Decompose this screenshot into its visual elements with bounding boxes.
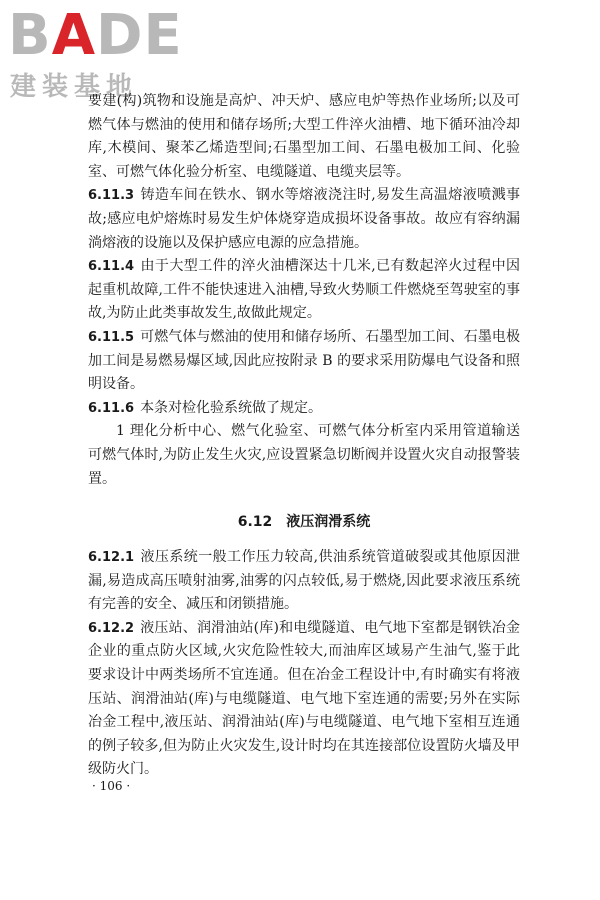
paragraph: 6.11.3 铸造车间在铁水、钢水等熔液浇注时,易发生高温熔液喷溅事故;感应电炉熔炼时易发生炉体烧穿造成损坏设备事故。故应有容纳漏淌熔液的设施以及保护感应电源的应急措施。 (88, 187, 520, 251)
brand-logo (8, 3, 183, 102)
clause-number: 6.12.2 (88, 620, 135, 636)
paragraph: 6.12.2 液压站、润滑油站(库)和电缆隧道、电气地下室都是钢铁冶金企业的重点防火区域,火灾危险性较大,而油库区域易产生油气,鉴于此要求设计中两类场所不宜连通。但在冶金工程设计中,有时确实有将液压站、润滑油站(库)与电缆隧道、电气地下室连通的需要;另外在实际冶金工程中,液压站、润滑油站(库)与电缆隧道、电气地下室相互连通的例子较多,但为防止火灾发生,设计时均在其连接部位设置防火墙及甲级防火门。 (88, 619, 520, 778)
paragraph: 要建(构)筑物和设施是高炉、冲天炉、感应电炉等热作业场所;以及可燃气体与燃油的使用和储存场所;大型工件淬火油槽、地下循环油冷却库,木模间、聚苯乙烯造型间;石墨型加工间、石墨电极加工间、化验室、可燃气体化验分析室、电缆隧道、电缆夹层等。 (88, 93, 520, 180)
paragraph: 6.11.5 可燃气体与燃油的使用和储存场所、石墨型加工间、石墨电极加工间是易燃易爆区域,因此应按附录 B 的要求采用防爆电气设备和照明设备。 (88, 328, 520, 393)
paragraph: 1 理化分析中心、燃气化验室、可燃气体分析室内采用管道输送可燃气体时,为防止发生火灾,应设置紧急切断阀并设置火灾自动报警装置。 (88, 423, 520, 487)
clause-number: 6.11.3 (88, 188, 135, 204)
logo-wordmark: BADE (8, 3, 183, 68)
clause-number: 6.12.1 (88, 550, 135, 566)
paragraph: 6.12.1 液压系统一般工作压力较高,供油系统管道破裂或其他原因泄漏,易造成高压喷射油雾,油雾的闪点较低,易于燃烧,因此要求液压系统有完善的安全、减压和闭锁措施。 (88, 549, 520, 613)
logo-cn-text: 建装基地 (10, 72, 139, 102)
document-body (88, 90, 520, 782)
clause-number: 6.11.6 (88, 400, 135, 416)
page-number: · 106 · (92, 779, 131, 793)
clause-number: 6.11.5 (88, 329, 135, 345)
section-heading: 6.12 液压润滑系统 (237, 514, 371, 531)
clause-number: 6.11.4 (88, 259, 135, 275)
paragraph: 6.11.6 本条对检化验系统做了规定。 (88, 399, 323, 416)
paragraph: 6.11.4 由于大型工件的淬火油槽深达十几米,已有数起淬火过程中因起重机故障,工件不能快速进入油槽,导致火势顺工件燃烧至驾驶室的事故,为防止此类事故发生,故做此规定。 (88, 258, 520, 322)
